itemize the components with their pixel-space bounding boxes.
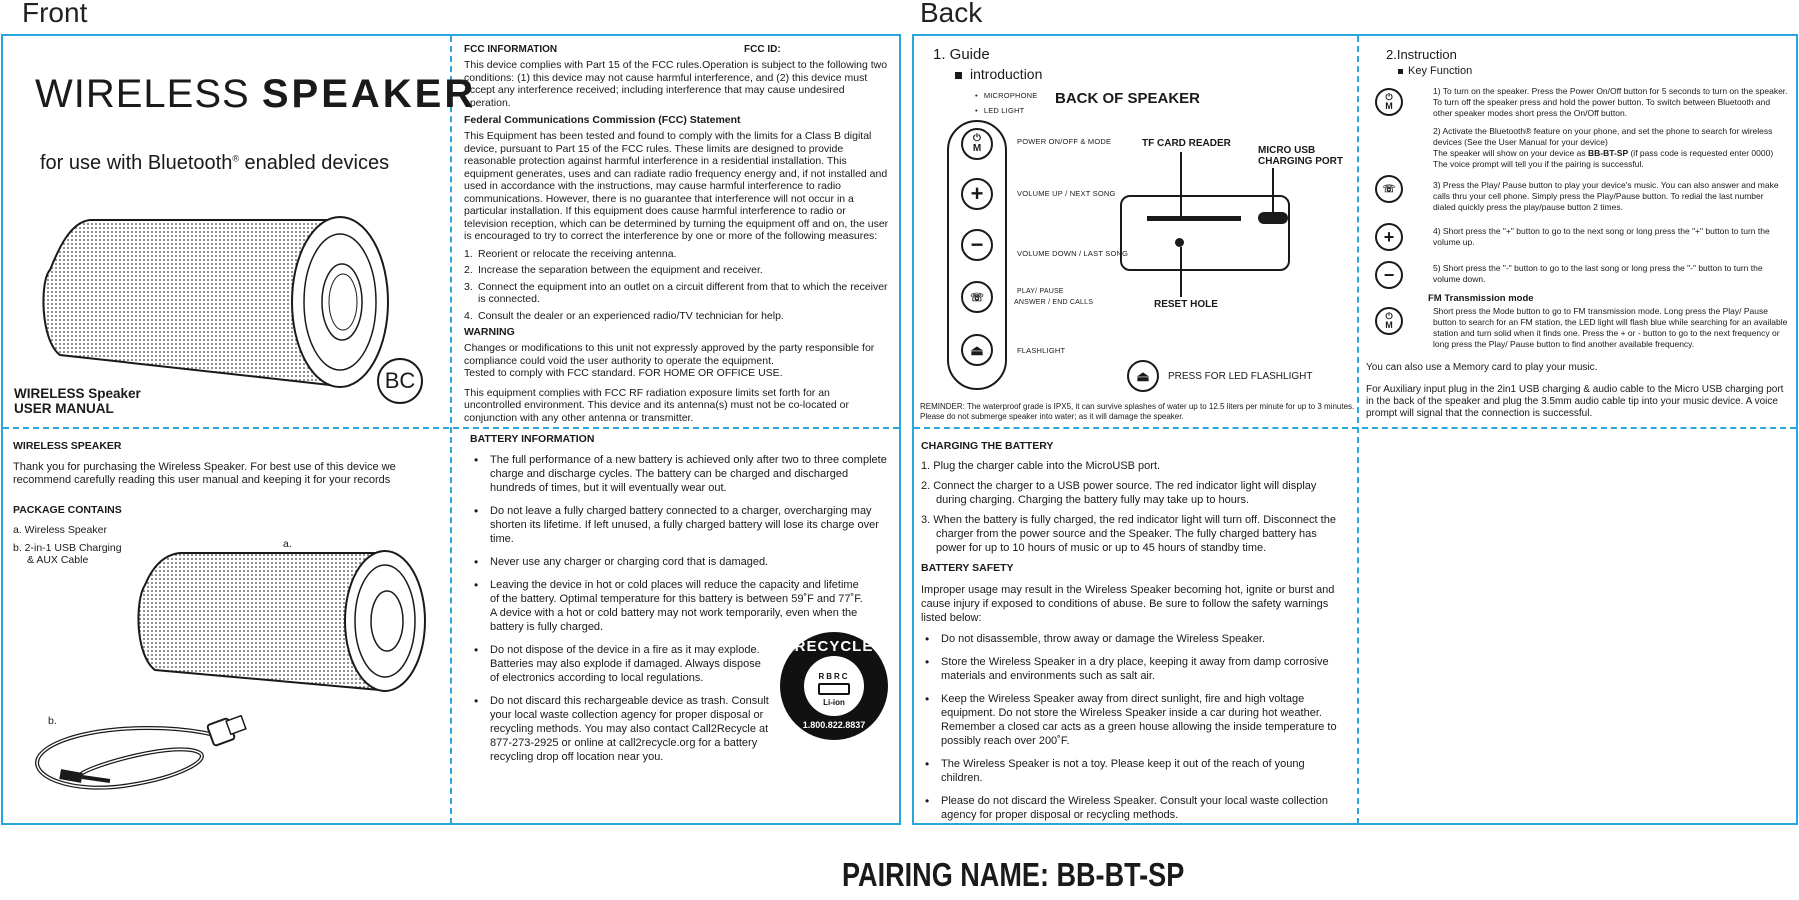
- tag-a: a.: [283, 538, 292, 550]
- fcc-section: [464, 43, 889, 424]
- key-function-text: Key Function: [1408, 65, 1473, 77]
- charging-step: 3. When the battery is fully charged, the red indicator light will turn off. Disconnect the charger from the power source and the Speaker. The fully charged battery has power for up to 10 hours of music or up to 45 hours of standby time.: [921, 514, 1336, 554]
- power-mode-icon: ⏻ M: [1375, 307, 1403, 335]
- battery-safety-item: • Keep the Wireless Speaker away from direct sunlight, fire and high voltage equipment. Do not store the Wireless Speaker inside a car during hot weather. Remember a closed car acts as a green house allowing the inside temperature to possibly reach over 200˚F.: [921, 692, 1346, 748]
- cover-subtitle: [40, 152, 389, 175]
- battery-safety-item: • The Wireless Speaker is not a toy. Please keep it out of the reach of young children.: [921, 757, 1346, 785]
- tested-text: Tested to comply with FCC standard. FOR HOME OR OFFICE USE.: [464, 367, 783, 379]
- front-label: Front: [22, 0, 88, 28]
- warning-heading: WARNING: [464, 326, 515, 338]
- manual-title-line1: WIRELESS Speaker: [14, 386, 141, 401]
- led-flashlight-icon: ⏏: [1127, 360, 1159, 392]
- fcc-id-label: FCC ID:: [744, 44, 781, 55]
- fm-text: Short press the Mode button to go to FM transmission mode. Long press the Play/ Pause button to search for an FM station, the LED light will flash blue while searching for an available station and turn solid when it finds one. Press the + or - button to go to the next frequency or long press the Play/ Pause button to find another available frequency.: [1433, 306, 1788, 349]
- aux-text: For Auxiliary input plug in the 2in1 USB charging & audio cable to the Micro USB charging port in the back of the speaker and plug the 3.5mm audio cable tip into your music device. A voice prompt will signal that the connection is successful.: [1366, 384, 1784, 419]
- package-contains-heading: PACKAGE CONTAINS: [13, 504, 122, 516]
- charging-step: 1. Plug the charger cable into the MicroUSB port.: [921, 460, 1161, 472]
- manual-title-line2: USER MANUAL: [14, 401, 114, 416]
- reset-label: RESET HOLE: [1154, 299, 1218, 310]
- battery-info-item: • Leaving the device in hot or cold places will reduce the capacity and lifetime of the battery. Optimal temperature for this battery is between 59˚F and 77˚F. A device with a hot or cold battery may not work temporarily, even when the battery is fully charged.: [470, 578, 870, 634]
- recycle-logo-liion: Li-ion: [823, 698, 845, 707]
- back-label: Back: [920, 0, 983, 28]
- package-item-b-cont: & AUX Cable: [27, 554, 89, 566]
- fcc-measures: [464, 248, 889, 323]
- play-pause-icon: ☏: [1375, 175, 1403, 203]
- press-led-label: PRESS FOR LED FLASHLIGHT: [1168, 371, 1313, 382]
- speaker-illustration-cover: [30, 210, 400, 390]
- guide-intro-text: introduction: [970, 66, 1043, 82]
- memory-card-text: You can also use a Memory card to play your music.: [1366, 362, 1598, 373]
- battery-info-item: • The full performance of a new battery is achieved only after two to three complete charge and discharge cycles. The battery can be charged and discharged hundreds of times, but it will eventually wear out.: [470, 453, 890, 495]
- step-2-pairing-name: BB-BT-SP: [1587, 148, 1629, 158]
- battery-info-item: • Never use any charger or charging cord that is damaged.: [470, 555, 890, 569]
- minus-icon: −: [1375, 261, 1403, 289]
- usb-label: [1258, 145, 1343, 167]
- charging-heading: CHARGING THE BATTERY: [921, 440, 1054, 452]
- mic-label: MICROPHONE: [983, 91, 1038, 100]
- battery-icon: [818, 683, 850, 695]
- front-fold-line-h: [3, 427, 899, 429]
- reset-pointer-line: [1180, 247, 1182, 297]
- battery-safety-item: • Do not disassemble, throw away or damage the Wireless Speaker.: [921, 632, 1346, 646]
- speaker-illustration-package: [130, 545, 430, 695]
- instruction-heading: 2.Instruction: [1386, 47, 1457, 62]
- pairing-name: PAIRING NAME: BB-BT-SP: [842, 856, 1185, 893]
- instruction-step-2: [1433, 126, 1788, 170]
- battery-safety-item: • Store the Wireless Speaker in a dry place, keeping it away from damp corrosive materials and environments such as salt air.: [921, 655, 1346, 683]
- back-fold-line-h: [914, 427, 1796, 429]
- fcc-statement: This Equipment has been tested and found to comply with the limits for a Class B digital device, pursuant to Part 15 of the FCC rules. These limits are designed to provide reasonable protection against harmful interference in a residential installation. This equipment generates, uses and can radiate radio frequency energy and, if not installed and used in accordance with the instructions, may cause harmful interference to radio communications. However, there is no guarantee that interference will not occur in a particular installation. If this equipment does cause harmful interference to radio or television reception, which can be determined by turning the equipment off and on, the user is encouraged to try to correct the interference by one or more of the following measures:: [464, 130, 889, 242]
- fcc-measure: 2. Increase the separation between the equipment and receiver.: [464, 264, 763, 276]
- minus-icon: −: [961, 229, 993, 261]
- step-2-prompt: The voice prompt will tell you if the pairing is successful.: [1433, 159, 1644, 169]
- fm-heading: FM Transmission mode: [1428, 293, 1534, 304]
- play-pause-icon: ☏: [961, 281, 993, 313]
- usb-label-line2: CHARGING PORT: [1258, 156, 1343, 167]
- fcc-statement-heading: Federal Communications Commission (FCC) Statement: [464, 114, 741, 126]
- cover-subtitle-text: for use with Bluetooth: [40, 152, 233, 174]
- label-flashlight: FLASHLIGHT: [1017, 346, 1066, 355]
- bc-mark: BC: [377, 358, 423, 404]
- tag-b: b.: [48, 715, 57, 727]
- step-2-text: 2) Activate the Bluetooth® feature on your phone, and set the phone to search for wireless devices (See the User Manual for your device): [1433, 126, 1773, 147]
- charging-steps: [921, 459, 1346, 555]
- led-label: LED LIGHT: [983, 106, 1025, 115]
- reset-hole: [1175, 238, 1184, 247]
- cover-title: [35, 72, 476, 117]
- back-of-speaker-title: BACK OF SPEAKER: [1055, 90, 1201, 107]
- guide-intro: [955, 66, 1042, 82]
- thanks-text: Thank you for purchasing the Wireless Speaker. For best use of this device we recommend carefully reading this user manual and keeping it for your records: [13, 461, 396, 486]
- tf-pointer-line: [1180, 152, 1182, 216]
- plus-icon: +: [1375, 223, 1403, 251]
- tf-card-label: TF CARD READER: [1142, 138, 1231, 149]
- label-play: [1014, 286, 1094, 308]
- battery-safety-intro: Improper usage may result in the Wireless Speaker becoming hot, ignite or burst and cause injury if exposed to conditions of abuse. Be sure to follow the safety warnings listed below:: [921, 584, 1335, 624]
- rf-text: This equipment complies with FCC RF radiation exposure limits set forth for an uncontrolled environment. This device and its antenna(s) must not be co-located or conjunction with any other antenna or transmitter.: [464, 386, 850, 424]
- guide-mic-led: • MICROPHONE • LED LIGHT: [975, 91, 1038, 115]
- back-fold-line: [1357, 36, 1359, 824]
- package-item-a: a. Wireless Speaker: [13, 524, 107, 536]
- manual-title: [14, 386, 141, 416]
- instruction-step-4: 4) Short press the "+" button to go to the next song or long press the "+" button to turn the volume up.: [1433, 226, 1770, 247]
- power-mode-icon: ⏻ M: [961, 128, 993, 160]
- usb-pointer-line: [1272, 168, 1274, 212]
- fcc-intro: This device complies with Part 15 of the FCC rules.Operation is subject to the following two conditions: (1) this device may not cause harmful interference, and (2) this device must accept any interference received; including interference that may cause undesired operation.: [464, 59, 888, 109]
- recycle-logo-phone: 1.800.822.8837: [802, 720, 866, 730]
- cover-title-bold: SPEAKER: [261, 72, 477, 116]
- flashlight-icon: ⏏: [961, 334, 993, 366]
- step-2-show: The speaker will show on your device as: [1433, 148, 1588, 158]
- cover-title-light: WIRELESS: [35, 72, 250, 116]
- cover-subtitle-end: enabled devices: [238, 152, 390, 174]
- label-play-line1: PLAY/ PAUSE: [1017, 288, 1064, 295]
- battery-info-heading: BATTERY INFORMATION: [470, 433, 595, 445]
- charging-section: [921, 440, 1346, 827]
- port-panel: [1120, 195, 1290, 271]
- guide-heading: 1. Guide: [933, 46, 990, 63]
- key-function: [1398, 65, 1472, 77]
- charging-step: 2. Connect the charger to a USB power source. The red indicator light will display during charging. Charging the battery fully may take up to hours.: [921, 480, 1317, 506]
- front-fold-line: [450, 36, 452, 824]
- recycle-logo-top-text: RECYCLE: [794, 638, 874, 655]
- package-item-b: b. 2-in-1 USB Charging: [13, 541, 122, 554]
- plus-icon: +: [961, 178, 993, 210]
- usb-label-line1: MICRO USB: [1258, 145, 1316, 156]
- tf-card-slot: [1147, 216, 1241, 221]
- label-power: POWER ON/OFF & MODE: [1017, 137, 1112, 146]
- square-bullet-icon: [955, 72, 962, 79]
- package-heading: WIRELESS SPEAKER: [13, 440, 122, 452]
- warning-text: Changes or modifications to this unit not expressly approved by the party responsible for compliance could void the user authority to operate the equipment.: [464, 342, 875, 367]
- battery-info-item: • Do not discard this rechargeable device as trash. Consult your local waste collection agency for proper disposal or recycling methods. You may also contact Call2Recycle at 877-273-2925 or online at call2recycle.org for a battery recycling drop off location near you.: [470, 694, 770, 764]
- battery-safety-item: • Please do not discard the Wireless Speaker. Consult your local waste collection agency for proper disposal or recycling methods.: [921, 794, 1346, 822]
- label-vol-up: VOLUME UP / NEXT SONG: [1017, 189, 1116, 198]
- fcc-measure: 4. Consult the dealer or an experienced radio/TV technician for help.: [464, 309, 784, 322]
- instruction-step-5: 5) Short press the "-" button to go to the last song or long press the "-" button to turn the volume down.: [1433, 263, 1763, 284]
- step-2-passcode: (if pass code is requested enter 0000): [1628, 148, 1774, 158]
- label-play-line2: ANSWER / END CALLS: [1014, 299, 1094, 306]
- fcc-measure: 1. Reorient or relocate the receiving antenna.: [464, 247, 677, 260]
- battery-info-item: • Do not leave a fully charged battery connected to a charger, overcharging may shorten its lifetime. If left unused, a fully charged battery will lose its charge over time.: [470, 504, 890, 546]
- battery-info-item: • Do not dispose of the device in a fire as it may explode. Batteries may also explode if damaged. Always dispose of electronics according to local regulations.: [470, 643, 770, 685]
- micro-usb-port: [1258, 212, 1288, 224]
- fcc-measure: 3. Connect the equipment into an outlet on a circuit different from that to which the receiver is connected.: [464, 280, 888, 305]
- label-vol-down: VOLUME DOWN / LAST SONG: [1017, 249, 1129, 258]
- recycle-logo: [780, 632, 888, 740]
- battery-safety-heading: BATTERY SAFETY: [921, 562, 1014, 574]
- registered-mark: ®: [232, 153, 239, 164]
- battery-safety-list: [921, 632, 1346, 822]
- power-mode-icon: ⏻ M: [1375, 88, 1403, 116]
- fcc-heading: FCC INFORMATION: [464, 44, 558, 55]
- recycle-logo-rbrc: RBRC: [818, 672, 850, 681]
- square-bullet-icon: [1398, 69, 1403, 74]
- reminder-text: REMINDER: The waterproof grade is IPX5, it can survive splashes of water up to 12.5 liters per minute for up to 3 minutes. Please do not submerge speaker into water; as it will damage the speaker.: [920, 402, 1355, 421]
- instruction-step-1: 1) To turn on the speaker. Press the Power On/Off button for 5 seconds to turn on the speaker. To turn off the speaker press and hold the power button. To switch between Bluetooth and other speaker modes short press the On/Off button.: [1433, 86, 1788, 118]
- instruction-step-3: 3) Press the Play/ Pause button to play your device's music. You can also answer and make calls thru your cell phone. Simply press the Play/Pause button. To redial the last number dialed quickly press the play/pause button 2 times.: [1433, 180, 1779, 212]
- cable-illustration: [30, 715, 260, 815]
